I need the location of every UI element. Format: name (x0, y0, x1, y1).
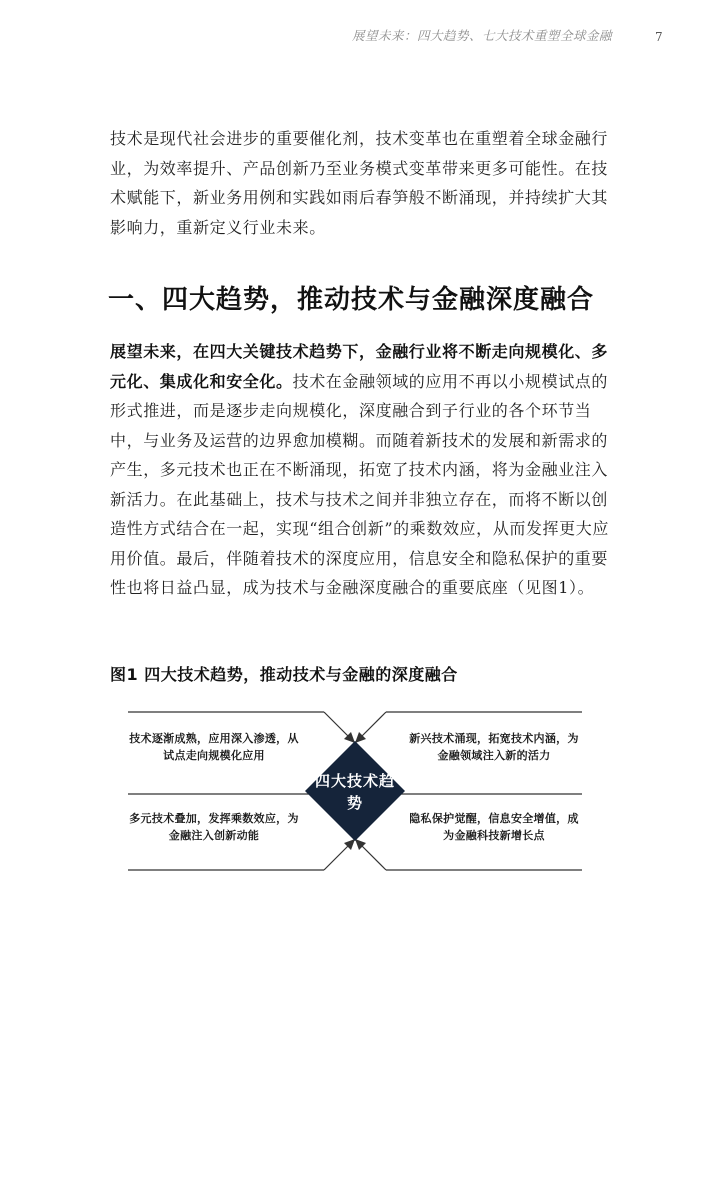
page-number: 7 (655, 30, 663, 44)
intro-paragraph: 技术是现代社会进步的重要催化剂，技术变革也在重塑着全球金融行业，为效率提升、产品创新乃至业务模式变革带来更多可能性。在技术赋能下，新业务用例和实践如雨后春笋般不断涌现，并持续扩大其影响力，重新定义行业未来。 (110, 129, 609, 237)
trend-top-right: 新兴技术涌现，拓宽技术内涵，为金融领域注入新的活力 (409, 732, 579, 762)
diamond-label: 四大技术趋势 (315, 772, 396, 812)
section-lead: 展望未来，在四大关键技术趋势下，金融行业将不断走向规模化、多元化、集成化和安全化。 (110, 342, 609, 391)
section-paragraph (110, 337, 615, 603)
trend-figure (128, 706, 582, 876)
trend-top-left: 技术逐渐成熟，应用深入渗透，从试点走向规模化应用 (129, 732, 299, 762)
section-heading: 一、四大趋势，推动技术与金融深度融合 (108, 285, 595, 315)
trend-bottom-right: 隐私保护觉醒，信息安全增值，成为金融科技新增长点 (409, 812, 579, 842)
section-body: 技术在金融领域的应用不再以小规模试点的形式推进，而是逐步走向规模化，深度融合到子行业的各个环节当中，与业务及运营的边界愈加模糊。而随着新技术的发展和新需求的产生，多元技术也正在不断涌现，拓宽了技术内涵，将为金融业注入新活力。在此基础上，技术与技术之间并非独立存在，而将不断以创造性方式结合在一起，实现“组合创新”的乘数效应，从而发挥更大应用价值。最后，伴随着技术的深度应用，信息安全和隐私保护的重要性也将日益凸显，成为技术与金融深度融合的重要底座（见图1）。 (110, 371, 609, 597)
trend-bottom-left: 多元技术叠加，发挥乘数效应，为金融注入创新动能 (129, 812, 299, 842)
figure-caption: 图1 四大技术趋势，推动技术与金融的深度融合 (110, 665, 458, 684)
running-header: 展望未来：四大趋势、七大技术重塑全球金融 (351, 28, 612, 43)
